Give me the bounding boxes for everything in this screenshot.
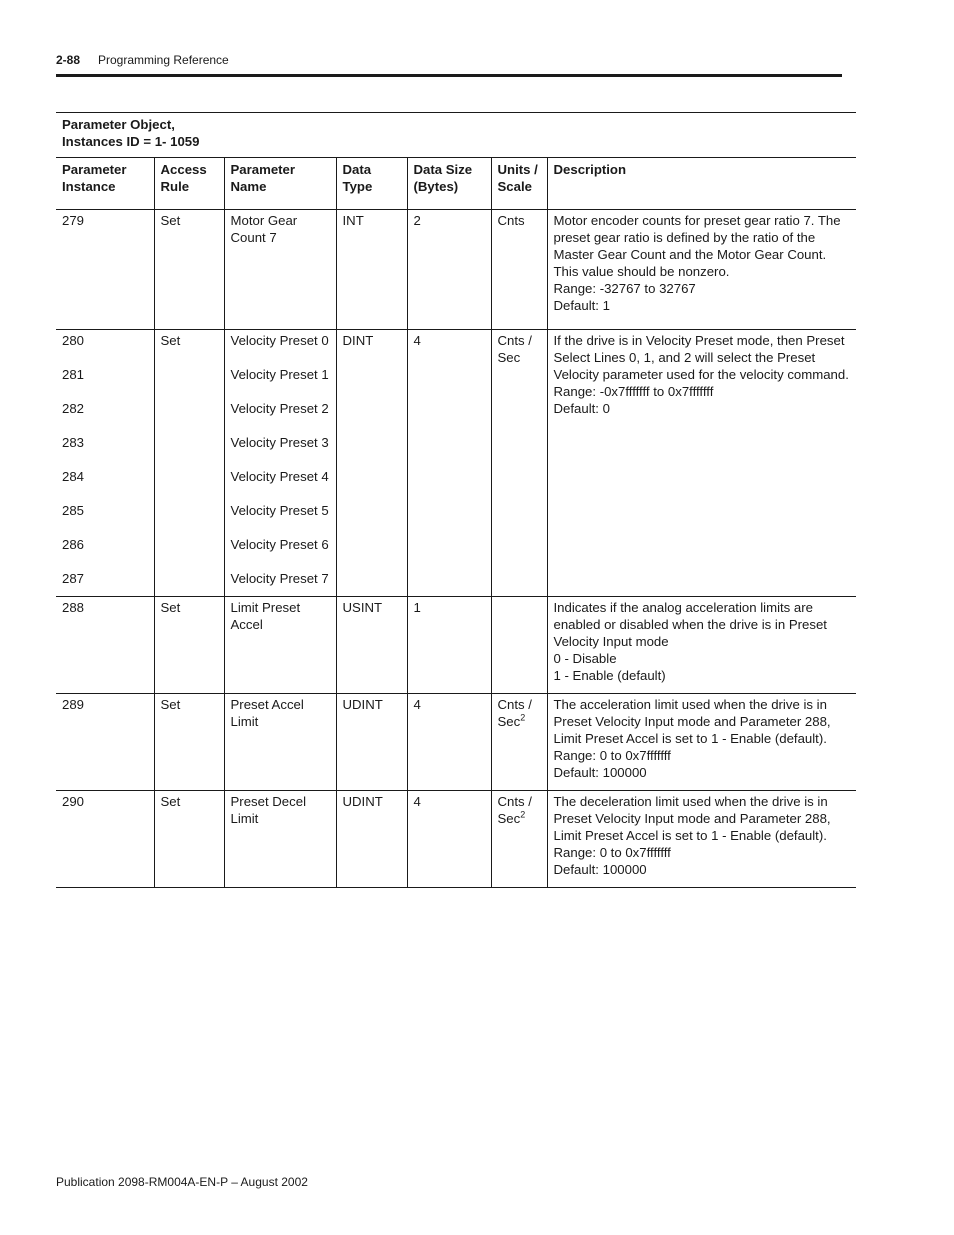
cell-name: Preset Accel Limit <box>224 694 336 791</box>
instance-value: 282 <box>62 401 85 416</box>
table-row <box>56 210 856 330</box>
column-header-row <box>56 158 856 210</box>
col-data-type: Data Type <box>336 158 407 210</box>
cell-name <box>224 330 336 597</box>
instance-value: 283 <box>62 435 85 450</box>
name-value: Velocity Preset 2 <box>230 401 329 416</box>
page-number: 2-88 <box>56 53 81 67</box>
cell-name: Preset Decel Limit <box>224 791 336 888</box>
section-title: Programming Reference <box>98 53 229 67</box>
instance-value: 286 <box>62 537 85 552</box>
units-text: Cnts / Sec <box>497 697 532 729</box>
instance-value: 285 <box>62 503 85 518</box>
table-title-line2: Instances ID = 1- 1059 <box>62 134 200 149</box>
cell-access: Set <box>154 791 224 888</box>
cell-instance: 279 <box>56 210 154 330</box>
units-superscript: 2 <box>520 712 526 723</box>
parameter-table <box>56 112 856 888</box>
units-text: Cnts / Sec <box>497 794 532 826</box>
cell-description <box>547 330 856 597</box>
cell-description <box>547 791 856 888</box>
description-line: Range: -0x7fffffff to 0x7fffffff <box>553 384 714 399</box>
name-value: Velocity Preset 5 <box>230 503 329 518</box>
cell-units <box>491 694 547 791</box>
name-value: Velocity Preset 4 <box>230 469 329 484</box>
table-row <box>56 694 856 791</box>
table-row <box>56 597 856 694</box>
description-line: If the drive is in Velocity Preset mode, then Preset Select Lines 0, 1, and 2 will select the Preset Velocity parameter used for the velocity command. <box>553 333 849 382</box>
cell-size: 2 <box>407 210 491 330</box>
description-line: Range: -32767 to 32767 <box>553 281 696 296</box>
cell-instance <box>56 330 154 597</box>
col-parameter-name: Parameter Name <box>224 158 336 210</box>
cell-type: DINT <box>336 330 407 597</box>
table-row <box>56 791 856 888</box>
cell-access: Set <box>154 210 224 330</box>
cell-type: UDINT <box>336 791 407 888</box>
cell-type: INT <box>336 210 407 330</box>
cell-units: Cnts / Sec <box>491 330 547 597</box>
description-line: The deceleration limit used when the drive is in Preset Velocity Input mode and Parameter 288, Limit Preset Accel is set to 1 - Enable (default). <box>553 794 831 843</box>
cell-size: 4 <box>407 330 491 597</box>
cell-description <box>547 210 856 330</box>
cell-name: Limit Preset Accel <box>224 597 336 694</box>
page-header <box>56 52 842 68</box>
name-value: Velocity Preset 3 <box>230 435 329 450</box>
cell-instance: 289 <box>56 694 154 791</box>
name-value: Velocity Preset 0 <box>230 333 329 348</box>
header-rule <box>56 74 842 77</box>
table-title <box>56 113 856 158</box>
cell-access: Set <box>154 694 224 791</box>
cell-description <box>547 597 856 694</box>
description-line: Indicates if the analog acceleration limits are enabled or disabled when the drive is in Preset Velocity Input mode <box>553 600 827 649</box>
cell-type: USINT <box>336 597 407 694</box>
table-title-line1: Parameter Object, <box>62 117 175 132</box>
table-row <box>56 330 856 597</box>
cell-units: Cnts <box>491 210 547 330</box>
cell-name: Motor Gear Count 7 <box>224 210 336 330</box>
units-superscript: 2 <box>520 809 526 820</box>
cell-units <box>491 597 547 694</box>
instance-value: 280 <box>62 333 85 348</box>
instance-value: 287 <box>62 571 85 586</box>
cell-instance: 288 <box>56 597 154 694</box>
description-line: 1 - Enable (default) <box>553 668 666 683</box>
col-description: Description <box>547 158 856 210</box>
cell-units <box>491 791 547 888</box>
cell-size: 1 <box>407 597 491 694</box>
publication-footer: Publication 2098-RM004A-EN-P – August 2002 <box>56 1175 308 1189</box>
cell-type: UDINT <box>336 694 407 791</box>
col-parameter-instance: Parameter Instance <box>56 158 154 210</box>
cell-access: Set <box>154 330 224 597</box>
cell-size: 4 <box>407 791 491 888</box>
description-line: Range: 0 to 0x7fffffff <box>553 845 671 860</box>
description-line: Default: 100000 <box>553 765 647 780</box>
cell-description <box>547 694 856 791</box>
cell-instance: 290 <box>56 791 154 888</box>
name-value: Velocity Preset 7 <box>230 571 329 586</box>
description-line: 0 - Disable <box>553 651 617 666</box>
description-line: Range: 0 to 0x7fffffff <box>553 748 671 763</box>
description-line: Default: 0 <box>553 401 610 416</box>
description-line: Default: 100000 <box>553 862 647 877</box>
name-value: Velocity Preset 1 <box>230 367 329 382</box>
col-units-scale: Units / Scale <box>491 158 547 210</box>
description-line: The acceleration limit used when the drive is in Preset Velocity Input mode and Parameter 288, Limit Preset Accel is set to 1 - Enable (default). <box>553 697 831 746</box>
col-data-size: Data Size (Bytes) <box>407 158 491 210</box>
col-access-rule: Access Rule <box>154 158 224 210</box>
instance-value: 281 <box>62 367 85 382</box>
name-value: Velocity Preset 6 <box>230 537 329 552</box>
cell-size: 4 <box>407 694 491 791</box>
cell-access: Set <box>154 597 224 694</box>
instance-value: 284 <box>62 469 85 484</box>
description-line: Default: 1 <box>553 298 610 313</box>
description-line: Motor encoder counts for preset gear ratio 7. The preset gear ratio is defined by the ratio of the Master Gear Count and the Motor Gear Count. This value should be nonzero. <box>553 213 841 279</box>
